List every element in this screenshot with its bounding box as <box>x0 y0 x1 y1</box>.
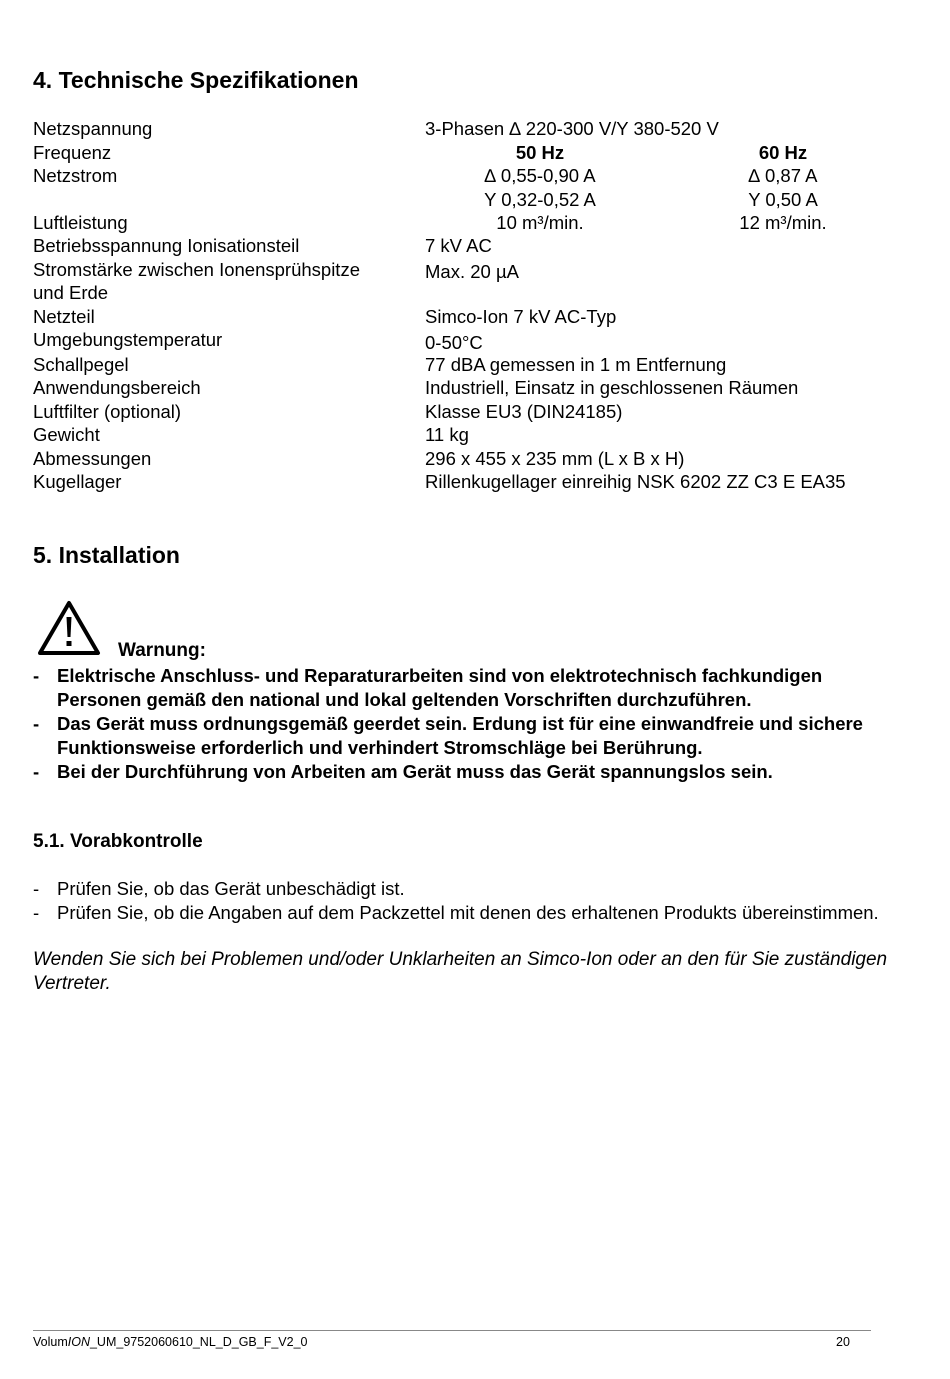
section-title-installation: 5. Installation <box>33 542 180 568</box>
warning-text: Das Gerät muss ordnungsgemäß geerdet sein. Erdung ist für eine einwandfreie und sichere Funktionsweise erforderlich und verhindert Stromschläge bei Berührung. <box>57 713 863 758</box>
subsection-title-vorabkontrolle: 5.1. Vorabkontrolle <box>33 831 203 852</box>
spec-value-60hz: Y 0,50 A <box>748 189 818 210</box>
doc-id-prefix: Volum <box>33 1335 68 1349</box>
spec-label: Schallpegel <box>33 354 129 375</box>
list-item <box>33 760 893 784</box>
spec-label: Anwendungsbereich <box>33 377 201 398</box>
footer-document-id <box>33 1335 308 1349</box>
spec-label: Abmessungen <box>33 448 152 469</box>
spec-label: Netzspannung <box>33 118 153 139</box>
doc-id-suffix: _UM_9752060610_NL_D_GB_F_V2_0 <box>89 1335 308 1349</box>
section-title-technical-specs: 4. Technische Spezifikationen <box>33 67 359 93</box>
warning-triangle-icon <box>36 599 102 657</box>
spec-value: 3-Phasen ∆ 220-300 V/Y 380-520 V <box>425 118 719 139</box>
precheck-list <box>33 877 893 925</box>
spec-value: 296 x 455 x 235 mm (L x B x H) <box>425 448 685 469</box>
page-number: 20 <box>836 1335 850 1349</box>
precheck-text: Prüfen Sie, ob das Gerät unbeschädigt ist. <box>57 878 405 899</box>
warning-text: Elektrische Anschluss- und Reparaturarbeiten sind von elektrotechnisch fachkundigen Personen gemäß den national und lokal geltenden Vorschriften durchzuführen. <box>57 665 823 710</box>
list-item <box>33 712 893 760</box>
bullet-dash: - <box>33 761 40 782</box>
warning-text: Bei der Durchführung von Arbeiten am Gerät muss das Gerät spannungslos sein. <box>57 761 773 782</box>
spec-value-60hz: ∆ 0,87 A <box>748 165 818 186</box>
spec-label: Frequenz <box>33 142 112 163</box>
spec-label: Kugellager <box>33 471 122 492</box>
spec-label: Betriebsspannung Ionisationsteil <box>33 235 300 256</box>
spec-value: Simco-Ion 7 kV AC-Typ <box>425 306 617 327</box>
spec-label: Netzstrom <box>33 165 118 186</box>
spec-value: 77 dBA gemessen in 1 m Entfernung <box>425 354 727 375</box>
spec-label: und Erde <box>33 282 109 303</box>
bullet-dash: - <box>33 878 40 899</box>
list-item <box>33 664 893 712</box>
spec-value: Klasse EU3 (DIN24185) <box>425 401 623 422</box>
spec-value: Industriell, Einsatz in geschlossenen Räumen <box>425 377 799 398</box>
spec-value-50hz: ∆ 0,55-0,90 A <box>484 165 596 186</box>
col-header-50hz: 50 Hz <box>515 142 565 163</box>
spec-value: Rillenkugellager einreihig NSK 6202 ZZ C3 E EA35 <box>425 471 846 492</box>
precheck-text: Prüfen Sie, ob die Angaben auf dem Packzettel mit denen des erhaltenen Produkts übereinstimmen. <box>57 902 879 923</box>
contact-note: Wenden Sie sich bei Problemen und/oder Unklarheiten an Simco-Ion oder an den für Sie zuständigen Vertreter. <box>33 949 888 994</box>
spec-label: Luftleistung <box>33 212 128 233</box>
spec-label: Gewicht <box>33 424 100 445</box>
spec-label: Stromstärke zwischen Ionensprühspitze <box>33 259 360 280</box>
doc-id-italic: ION <box>67 1335 90 1349</box>
warning-title: Warnung: <box>118 640 206 661</box>
spec-value: 11 kg <box>425 424 469 445</box>
spec-value: 7 kV AC <box>425 235 492 256</box>
warning-list <box>33 664 893 784</box>
spec-value-60hz: 12 m³/min. <box>739 212 827 233</box>
footer-divider <box>33 1330 871 1331</box>
spec-value: 0-50°C <box>425 332 483 353</box>
col-header-60hz: 60 Hz <box>758 142 808 163</box>
list-item <box>33 901 893 925</box>
bullet-dash: - <box>33 713 40 734</box>
spec-value-50hz: 10 m³/min. <box>496 212 584 233</box>
spec-label: Netzteil <box>33 306 95 327</box>
bullet-dash: - <box>33 902 40 923</box>
list-item <box>33 877 893 901</box>
bullet-dash: - <box>33 665 40 686</box>
spec-label: Luftfilter (optional) <box>33 401 182 422</box>
spec-label: Umgebungstemperatur <box>33 329 223 350</box>
spec-value-50hz: Y 0,32-0,52 A <box>484 189 596 210</box>
spec-value: Max. 20 µA <box>425 261 519 282</box>
